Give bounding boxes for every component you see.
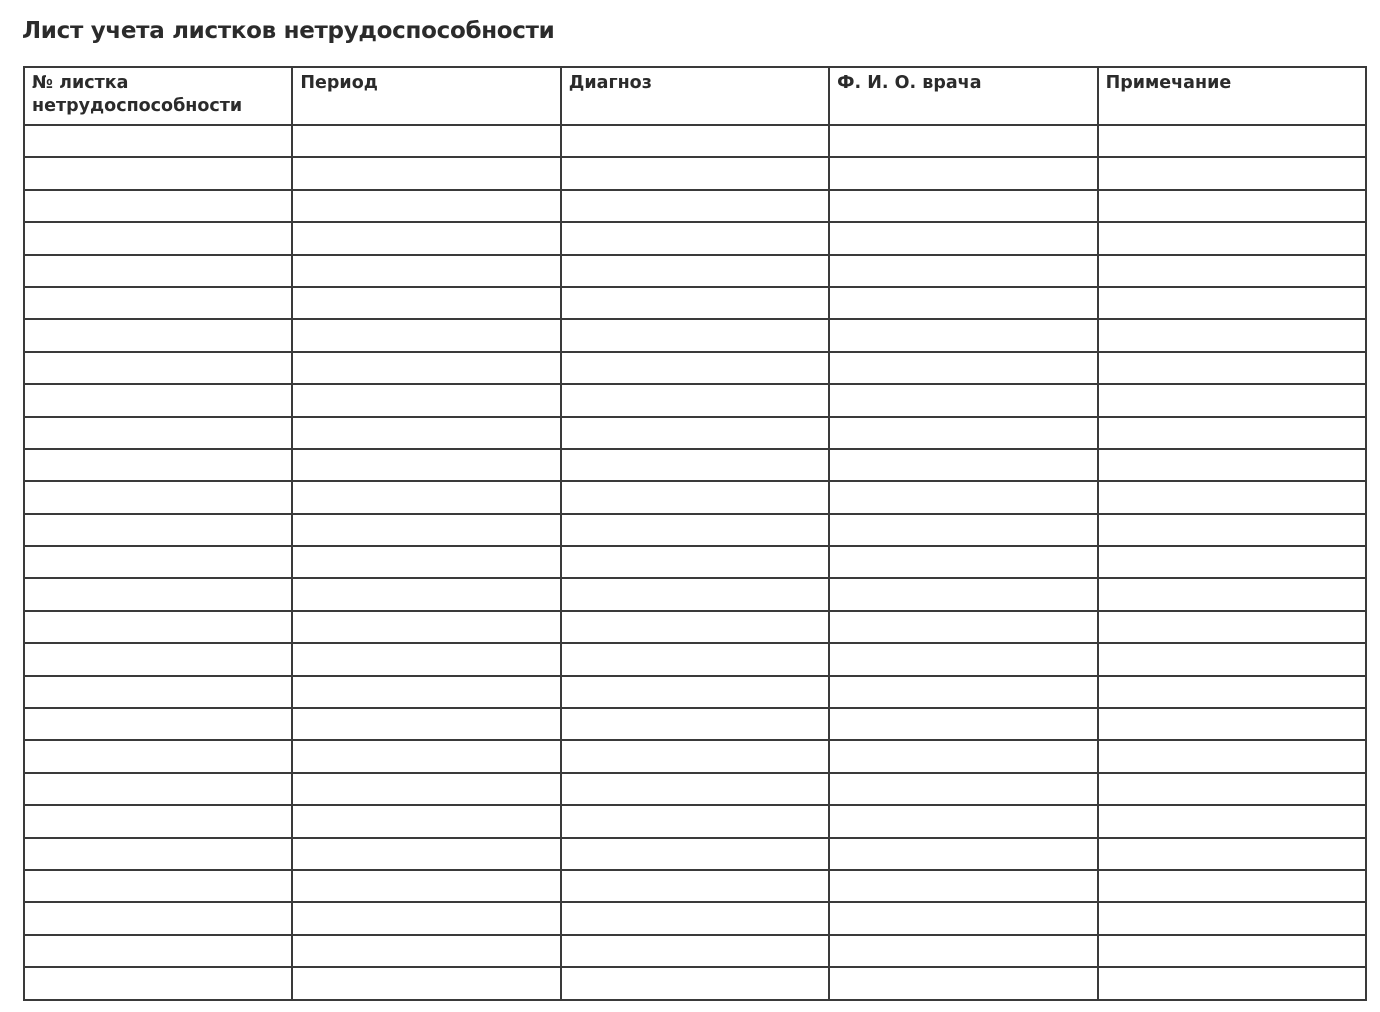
sick-leave-number-cell[interactable] (24, 546, 292, 578)
sick-leave-number-cell[interactable] (24, 352, 292, 384)
doctor-name-cell[interactable] (829, 255, 1097, 287)
period-cell[interactable] (292, 352, 560, 384)
period-cell[interactable] (292, 384, 560, 416)
period-cell[interactable] (292, 773, 560, 805)
note-cell[interactable] (1098, 481, 1366, 513)
diagnosis-cell[interactable] (561, 255, 829, 287)
table-row (24, 546, 1366, 578)
sick-leave-number-cell[interactable] (24, 773, 292, 805)
table-row (24, 319, 1366, 351)
doctor-name-cell[interactable] (829, 319, 1097, 351)
note-cell[interactable] (1098, 935, 1366, 967)
note-cell[interactable] (1098, 676, 1366, 708)
period-cell[interactable] (292, 935, 560, 967)
note-cell[interactable] (1098, 352, 1366, 384)
note-cell[interactable] (1098, 384, 1366, 416)
note-cell[interactable] (1098, 740, 1366, 772)
sick-leave-number-cell[interactable] (24, 676, 292, 708)
table-row (24, 578, 1366, 610)
table-row (24, 773, 1366, 805)
doctor-name-cell[interactable] (829, 125, 1097, 157)
page-title: Лист учета листков нетрудоспособности (22, 18, 555, 44)
period-cell[interactable] (292, 902, 560, 934)
table-row (24, 902, 1366, 934)
period-cell[interactable] (292, 676, 560, 708)
doctor-name-cell[interactable] (829, 902, 1097, 934)
diagnosis-cell[interactable] (561, 578, 829, 610)
doctor-name-cell[interactable] (829, 935, 1097, 967)
note-cell[interactable] (1098, 838, 1366, 870)
diagnosis-cell[interactable] (561, 514, 829, 546)
note-cell[interactable] (1098, 611, 1366, 643)
table-body (24, 125, 1366, 1000)
diagnosis-cell[interactable] (561, 902, 829, 934)
doctor-name-cell[interactable] (829, 481, 1097, 513)
header-row (24, 67, 1366, 125)
note-cell[interactable] (1098, 514, 1366, 546)
table-row (24, 611, 1366, 643)
period-cell[interactable] (292, 643, 560, 675)
sick-leave-number-cell[interactable] (24, 417, 292, 449)
note-cell[interactable] (1098, 708, 1366, 740)
period-cell[interactable] (292, 838, 560, 870)
diagnosis-cell[interactable] (561, 643, 829, 675)
column-header-doctor-name: Ф. И. О. врача (829, 67, 1097, 125)
diagnosis-cell[interactable] (561, 222, 829, 254)
doctor-name-cell[interactable] (829, 514, 1097, 546)
sick-leave-number-cell[interactable] (24, 384, 292, 416)
note-cell[interactable] (1098, 125, 1366, 157)
table-row (24, 352, 1366, 384)
doctor-name-cell[interactable] (829, 352, 1097, 384)
doctor-name-cell[interactable] (829, 190, 1097, 222)
diagnosis-cell[interactable] (561, 740, 829, 772)
sick-leave-number-cell[interactable] (24, 157, 292, 189)
table-row (24, 676, 1366, 708)
diagnosis-cell[interactable] (561, 319, 829, 351)
sick-leave-number-cell[interactable] (24, 708, 292, 740)
diagnosis-cell[interactable] (561, 384, 829, 416)
doctor-name-cell[interactable] (829, 449, 1097, 481)
doctor-name-cell[interactable] (829, 417, 1097, 449)
note-cell[interactable] (1098, 417, 1366, 449)
sick-leave-number-cell[interactable] (24, 611, 292, 643)
diagnosis-cell[interactable] (561, 870, 829, 902)
diagnosis-cell[interactable] (561, 773, 829, 805)
doctor-name-cell[interactable] (829, 708, 1097, 740)
doctor-name-cell[interactable] (829, 222, 1097, 254)
note-cell[interactable] (1098, 222, 1366, 254)
diagnosis-cell[interactable] (561, 352, 829, 384)
table-row (24, 125, 1366, 157)
period-cell[interactable] (292, 870, 560, 902)
table-row (24, 222, 1366, 254)
sick-leave-number-cell[interactable] (24, 967, 292, 999)
table-row (24, 870, 1366, 902)
note-cell[interactable] (1098, 902, 1366, 934)
sick-leave-number-cell[interactable] (24, 319, 292, 351)
period-cell[interactable] (292, 190, 560, 222)
table-row (24, 255, 1366, 287)
period-cell[interactable] (292, 481, 560, 513)
doctor-name-cell[interactable] (829, 384, 1097, 416)
doctor-name-cell[interactable] (829, 870, 1097, 902)
sick-leave-number-cell[interactable] (24, 805, 292, 837)
sick-leave-number-cell[interactable] (24, 481, 292, 513)
diagnosis-cell[interactable] (561, 125, 829, 157)
doctor-name-cell[interactable] (829, 578, 1097, 610)
diagnosis-cell[interactable] (561, 935, 829, 967)
column-header-diagnosis: Диагноз (561, 67, 829, 125)
diagnosis-cell[interactable] (561, 611, 829, 643)
doctor-name-cell[interactable] (829, 773, 1097, 805)
note-cell[interactable] (1098, 157, 1366, 189)
period-cell[interactable] (292, 708, 560, 740)
note-cell[interactable] (1098, 870, 1366, 902)
note-cell[interactable] (1098, 319, 1366, 351)
table-row (24, 740, 1366, 772)
column-header-period: Период (292, 67, 560, 125)
sick-leave-number-cell[interactable] (24, 287, 292, 319)
note-cell[interactable] (1098, 287, 1366, 319)
sick-leave-number-cell[interactable] (24, 902, 292, 934)
note-cell[interactable] (1098, 255, 1366, 287)
doctor-name-cell[interactable] (829, 967, 1097, 999)
table-row (24, 190, 1366, 222)
note-cell[interactable] (1098, 578, 1366, 610)
period-cell[interactable] (292, 222, 560, 254)
sick-leave-number-cell[interactable] (24, 578, 292, 610)
sick-leave-number-cell[interactable] (24, 125, 292, 157)
table-row (24, 287, 1366, 319)
period-cell[interactable] (292, 125, 560, 157)
diagnosis-cell[interactable] (561, 708, 829, 740)
period-cell[interactable] (292, 255, 560, 287)
diagnosis-cell[interactable] (561, 481, 829, 513)
doctor-name-cell[interactable] (829, 838, 1097, 870)
diagnosis-cell[interactable] (561, 417, 829, 449)
sick-leave-number-cell[interactable] (24, 449, 292, 481)
diagnosis-cell[interactable] (561, 676, 829, 708)
sick-leave-number-cell[interactable] (24, 643, 292, 675)
note-cell[interactable] (1098, 643, 1366, 675)
doctor-name-cell[interactable] (829, 287, 1097, 319)
diagnosis-cell[interactable] (561, 449, 829, 481)
note-cell[interactable] (1098, 805, 1366, 837)
period-cell[interactable] (292, 417, 560, 449)
diagnosis-cell[interactable] (561, 546, 829, 578)
table-row (24, 838, 1366, 870)
period-cell[interactable] (292, 319, 560, 351)
doctor-name-cell[interactable] (829, 157, 1097, 189)
note-cell[interactable] (1098, 773, 1366, 805)
diagnosis-cell[interactable] (561, 157, 829, 189)
period-cell[interactable] (292, 578, 560, 610)
sick-leave-number-cell[interactable] (24, 222, 292, 254)
table-row (24, 805, 1366, 837)
diagnosis-cell[interactable] (561, 287, 829, 319)
note-cell[interactable] (1098, 546, 1366, 578)
diagnosis-cell[interactable] (561, 190, 829, 222)
period-cell[interactable] (292, 157, 560, 189)
table-row (24, 967, 1366, 999)
table-row (24, 643, 1366, 675)
period-cell[interactable] (292, 611, 560, 643)
table-row (24, 481, 1366, 513)
sick-leave-number-cell[interactable] (24, 190, 292, 222)
note-cell[interactable] (1098, 449, 1366, 481)
period-cell[interactable] (292, 546, 560, 578)
doctor-name-cell[interactable] (829, 546, 1097, 578)
sick-leave-number-cell[interactable] (24, 935, 292, 967)
doctor-name-cell[interactable] (829, 676, 1097, 708)
period-cell[interactable] (292, 805, 560, 837)
note-cell[interactable] (1098, 967, 1366, 999)
table-row (24, 384, 1366, 416)
table-row (24, 157, 1366, 189)
table-row (24, 417, 1366, 449)
sick-leave-number-cell[interactable] (24, 740, 292, 772)
table-row (24, 449, 1366, 481)
sick-leave-number-cell[interactable] (24, 838, 292, 870)
table-row (24, 708, 1366, 740)
column-header-sick-leave-number: № листка нетрудоспособности (24, 67, 292, 125)
diagnosis-cell[interactable] (561, 805, 829, 837)
doctor-name-cell[interactable] (829, 643, 1097, 675)
period-cell[interactable] (292, 287, 560, 319)
sick-leave-table (23, 66, 1367, 1001)
table-row (24, 935, 1366, 967)
note-cell[interactable] (1098, 190, 1366, 222)
period-cell[interactable] (292, 967, 560, 999)
sick-leave-number-cell[interactable] (24, 870, 292, 902)
doctor-name-cell[interactable] (829, 805, 1097, 837)
period-cell[interactable] (292, 514, 560, 546)
sick-leave-number-cell[interactable] (24, 255, 292, 287)
doctor-name-cell[interactable] (829, 740, 1097, 772)
diagnosis-cell[interactable] (561, 967, 829, 999)
doctor-name-cell[interactable] (829, 611, 1097, 643)
table-row (24, 514, 1366, 546)
period-cell[interactable] (292, 449, 560, 481)
diagnosis-cell[interactable] (561, 838, 829, 870)
sick-leave-number-cell[interactable] (24, 514, 292, 546)
column-header-note: Примечание (1098, 67, 1366, 125)
period-cell[interactable] (292, 740, 560, 772)
